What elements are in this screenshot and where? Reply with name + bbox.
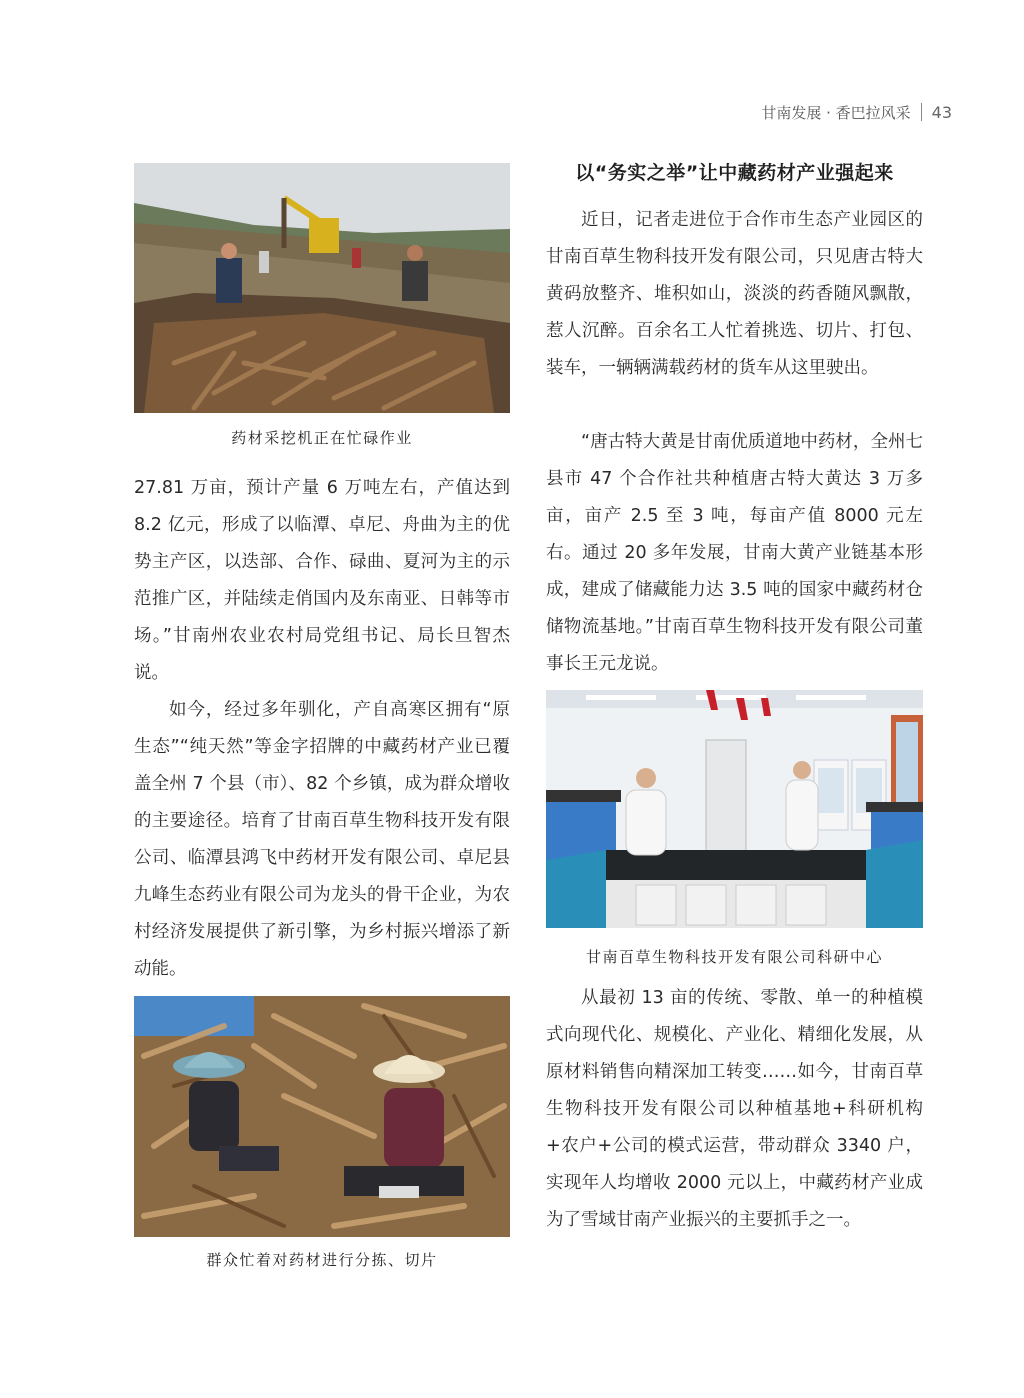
header-divider <box>921 103 922 121</box>
right-paragraph-1: 近日，记者走进位于合作市生态产业园区的甘南百草生物科技开发有限公司，只见唐古特大黄码放整齐、堆积如山，淡淡的药香随风飘散，惹人沉醉。百余名工人忙着挑选、切片、打包、装车，一辆辆满载药材的货车从这里驶出。 <box>546 210 923 378</box>
header-section-title: 甘南发展 · 香巴拉风采 <box>761 103 911 122</box>
article-heading: 以“务实之举”让中藏药材产业强起来 <box>575 162 894 184</box>
photo-harvest-excavator <box>134 163 510 413</box>
left-paragraph-1: 27.81 万亩，预计产量 6 万吨左右，产值达到 8.2 亿元，形成了以临潭、卓尼、舟曲为主的优势主产区，以迭部、合作、碌曲、夏河为主的示范推广区，并陆续走俏国内及东南亚、日韩等市场。”甘南州农业农村局党组书记、局长旦智杰说。 <box>134 478 510 683</box>
running-header <box>761 100 952 124</box>
caption-harvest: 药材采挖机正在忙碌作业 <box>231 429 413 447</box>
photo-sorting-workers <box>134 996 510 1237</box>
page-number: 43 <box>931 102 952 122</box>
photo-research-lab <box>546 690 923 928</box>
caption-sorting: 群众忙着对药材进行分拣、切片 <box>206 1251 438 1269</box>
left-paragraph-2: 如今，经过多年驯化，产自高寒区拥有“原生态”“纯天然”等金字招牌的中藏药材产业已覆盖全州 7 个县（市）、82 个乡镇，成为群众增收的主要途径。培育了甘南百草生物科技开发有限公司、临潭县鸿飞中药材开发有限公司、卓尼县九峰生态药业有限公司为龙头的骨干企业，为农村经济发展提供了新引擎，为乡村振兴增添了新动能。 <box>134 700 510 979</box>
caption-lab: 甘南百草生物科技开发有限公司科研中心 <box>585 948 883 966</box>
right-paragraph-2: “唐古特大黄是甘南优质道地中药材，全州七县市 47 个合作社共种植唐古特大黄达 3 万多亩，亩产 2.5 至 3 吨，每亩产值 8000 元左右。通过 20 多年发展，甘南大黄产业链基本形成，建成了储藏能力达 3.5 吨的国家中藏药材仓储物流基地。”甘南百草生物科技开发有限公司董事长王元龙说。 <box>546 432 923 674</box>
right-paragraph-3: 从最初 13 亩的传统、零散、单一的种植模式向现代化、规模化、产业化、精细化发展，从原材料销售向精深加工转变……如今，甘南百草生物科技开发有限公司以种植基地+科研机构+农户+公司的模式运营，带动群众 3340 户，实现年人均增收 2000 元以上，中藏药材产业成为了雪域甘南产业振兴的主要抓手之一。 <box>546 988 923 1230</box>
